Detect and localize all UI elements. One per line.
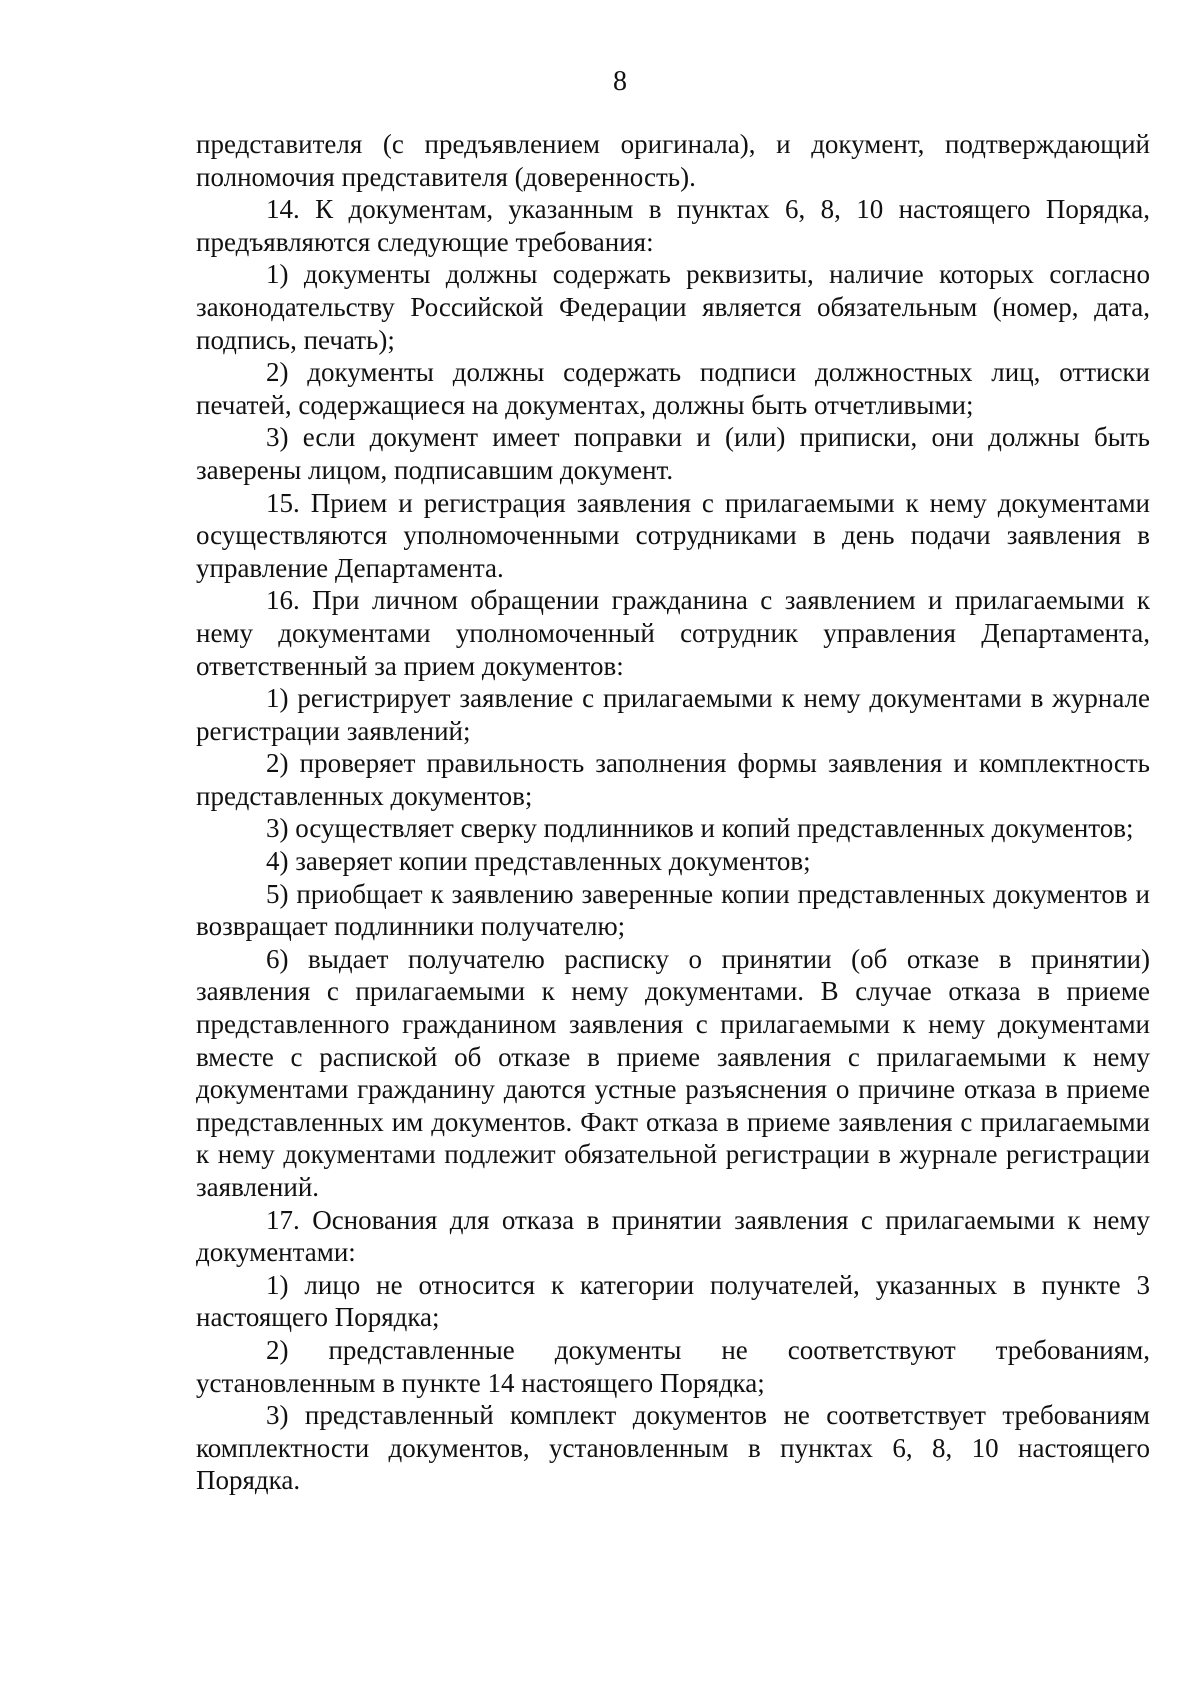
paragraph-item-17-2: 2) представленные документы не соответствуют требованиям, установленным в пункте 14 настоящего Порядка; [196, 1334, 1150, 1398]
paragraph-item-16-5: 5) приобщает к заявлению заверенные копии представленных документов и возвращает подлинники получателю; [196, 878, 1150, 942]
paragraph-item-16: 16. При личном обращении гражданина с заявлением и прилагаемыми к нему документами уполномоченный сотрудник управления Департамента, ответственный за прием документов: [196, 585, 1150, 681]
paragraph-item-14-1: 1) документы должны содержать реквизиты, наличие которых согласно законодательству Российской Федерации является обязательным (номер, дата, подпись, печать); [196, 259, 1150, 355]
paragraph-item-15: 15. Прием и регистрация заявления с прилагаемыми к нему документами осуществляются уполномоченными сотрудниками в день подачи заявления в управление Департамента. [196, 487, 1150, 583]
document-body [196, 128, 1150, 1497]
paragraph-item-16-2: 2) проверяет правильность заполнения формы заявления и комплектность представленных документов; [196, 748, 1150, 811]
paragraph-item-17-1: 1) лицо не относится к категории получателей, указанных в пункте 3 настоящего Порядка; [196, 1269, 1150, 1333]
page-number: 8 [613, 66, 627, 97]
paragraph-item-16-4: 4) заверяет копии представленных документов; [266, 846, 811, 877]
paragraph-item-14-2: 2) документы должны содержать подписи должностных лиц, оттиски печатей, содержащиеся на документах, должны быть отчетливыми; [196, 357, 1150, 420]
paragraph-item-17: 17. Основания для отказа в принятии заявления с прилагаемыми к нему документами: [196, 1204, 1150, 1268]
paragraph-continuation: представителя (с предъявлением оригинала), и документ, подтверждающий полномочия представителя (доверенность). [196, 129, 1150, 192]
paragraph-item-14-3: 3) если документ имеет поправки и (или) приписки, они должны быть заверены лицом, подписавшим документ. [196, 422, 1150, 485]
paragraph-item-16-1: 1) регистрирует заявление с прилагаемыми к нему документами в журнале регистрации заявлений; [196, 683, 1150, 746]
paragraph-item-16-3: 3) осуществляет сверку подлинников и копий представленных документов; [266, 813, 1134, 844]
paragraph-item-14: 14. К документам, указанным в пунктах 6, 8, 10 настоящего Порядка, предъявляются следующие требования: [196, 194, 1150, 257]
paragraph-item-16-6: 6) выдает получателю расписку о принятии (об отказе в принятии) заявления с прилагаемыми к нему документами. В случае отказа в приеме представленного гражданином заявления с прилагаемыми к нему документами вместе с распиской об отказе в приеме заявления с прилагаемыми к нему документами гражданину даются устные разъяснения о причине отказа в приеме представленных им документов. Факт отказа в приеме заявления с прилагаемыми к нему документами подлежит обязательной регистрации в журнале регистрации заявлений. [196, 943, 1150, 1202]
paragraph-item-17-3: 3) представленный комплект документов не соответствует требованиям комплектности документов, установленным в пунктах 6, 8, 10 настоящего Порядка. [196, 1400, 1150, 1496]
